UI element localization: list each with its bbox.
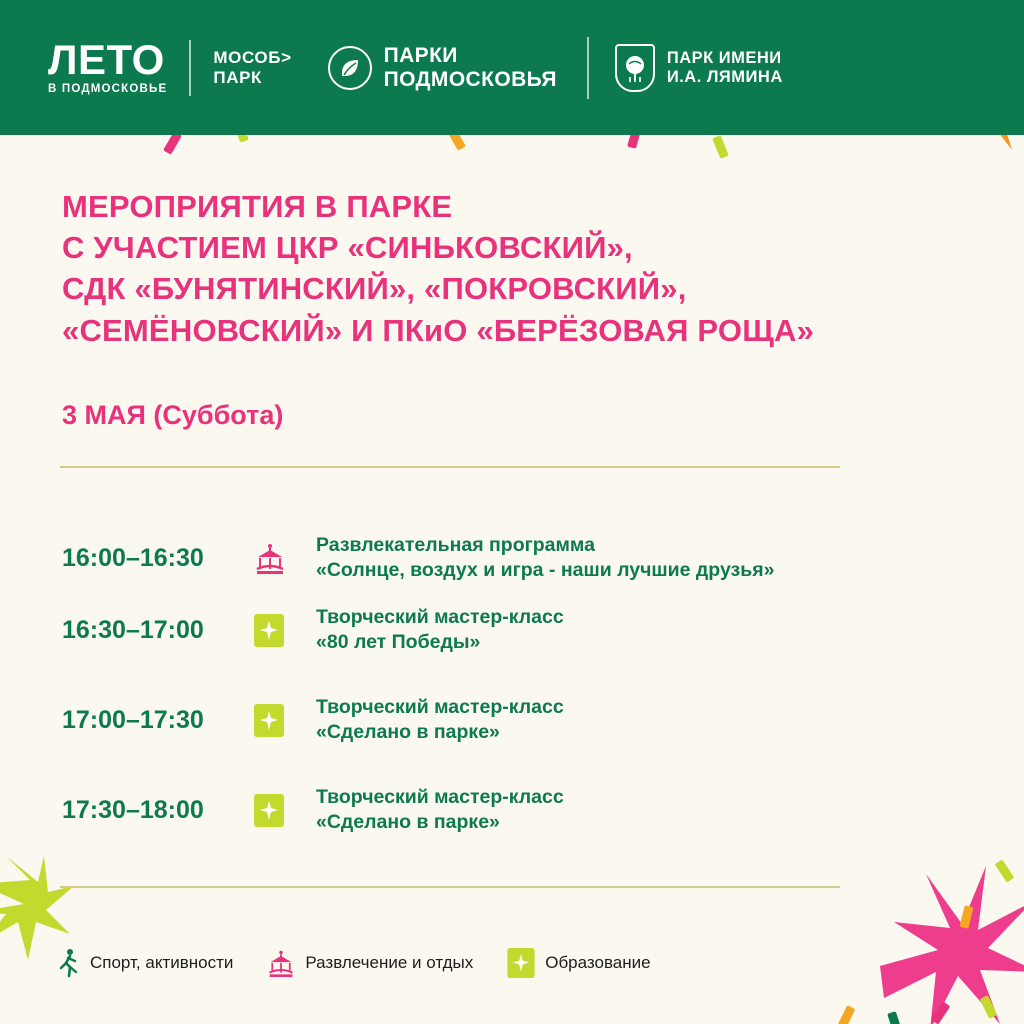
schedule-row: [0, 684, 1024, 756]
logo-parki-podmoskovya: [328, 44, 557, 91]
logo-mosoblpark-line1: МОСОБ>: [213, 47, 292, 67]
schedule-time: 16:00–16:30: [62, 543, 204, 572]
event-date: 3 МАЯ (Суббота): [62, 400, 284, 430]
education-icon: [507, 948, 535, 978]
schedule-title: Творческий мастер-класс: [316, 605, 564, 628]
carousel-icon: [267, 948, 295, 978]
logo-leto-word: ЛЕТО: [48, 36, 165, 84]
logo-mosoblpark-line2: ПАРК: [213, 67, 263, 87]
logo-divider: [189, 40, 191, 96]
logo-parki-line2: ПОДМОСКОВЬЯ: [383, 67, 557, 91]
logo-lyamina-line1: ПАРК ИМЕНИ: [666, 48, 782, 67]
logo-lyamina-line2: И.А. ЛЯМИНА: [666, 67, 783, 86]
logo-leto: [48, 36, 168, 96]
education-icon: [254, 704, 316, 737]
divider-bottom: [60, 886, 840, 888]
education-icon: [254, 794, 316, 827]
legend-item-education: [507, 948, 650, 978]
schedule-subtitle: «Сделано в парке»: [316, 811, 500, 833]
schedule-list: [0, 522, 1024, 846]
header-bar: [0, 0, 1024, 135]
logo-leto-subtitle: В ПОДМОСКОВЬЕ: [48, 83, 168, 96]
schedule-time: 17:30–18:00: [62, 795, 204, 824]
schedule-title: Развлекательная программа: [316, 533, 595, 556]
schedule-subtitle: «Сделано в парке»: [316, 721, 500, 743]
legend-label: Образование: [545, 953, 651, 972]
logo-park-lyamina: [587, 37, 783, 99]
schedule-title: Творческий мастер-класс: [316, 785, 564, 808]
logo-parki-line1: ПАРКИ: [383, 43, 458, 67]
confetti-piece: [838, 1005, 856, 1024]
page-title: [62, 186, 942, 351]
divider-top: [60, 466, 840, 468]
title-line-1: МЕРОПРИЯТИЯ В ПАРКЕ: [62, 189, 453, 224]
title-line-3: СДК «БУНЯТИНСКИЙ», «ПОКРОВСКИЙ»,: [62, 271, 687, 307]
legend-item-entertainment: [267, 948, 473, 978]
carousel-icon: [254, 541, 316, 575]
title-line-2: С УЧАСТИЕМ ЦКР «СИНЬКОВСКИЙ»,: [62, 230, 633, 266]
schedule-title: Творческий мастер-класс: [316, 695, 564, 718]
schedule-time: 17:00–17:30: [62, 705, 204, 734]
schedule-subtitle: «80 лет Победы»: [316, 631, 481, 653]
legend: [58, 948, 651, 978]
star-burst-pink: [860, 862, 1024, 1024]
education-icon: [254, 614, 316, 647]
schedule-subtitle: «Солнце, воздух и игра - наши лучшие друзья»: [316, 559, 775, 581]
legend-label: Развлечение и отдых: [305, 953, 474, 972]
schedule-row: [0, 774, 1024, 846]
logo-mosoblpark: [213, 48, 291, 87]
runner-icon: [58, 948, 80, 978]
tree-icon: [615, 44, 655, 92]
legend-label: Спорт, активности: [90, 953, 234, 972]
title-line-4: «СЕМЁНОВСКИЙ» И ПКиО «БЕРЁЗОВАЯ РОЩА»: [62, 312, 815, 348]
legend-item-sport: [58, 948, 233, 978]
leaf-icon: [328, 46, 372, 90]
schedule-row: [0, 594, 1024, 666]
schedule-row: [0, 522, 1024, 594]
confetti-piece: [712, 135, 729, 159]
schedule-time: 16:30–17:00: [62, 615, 204, 644]
